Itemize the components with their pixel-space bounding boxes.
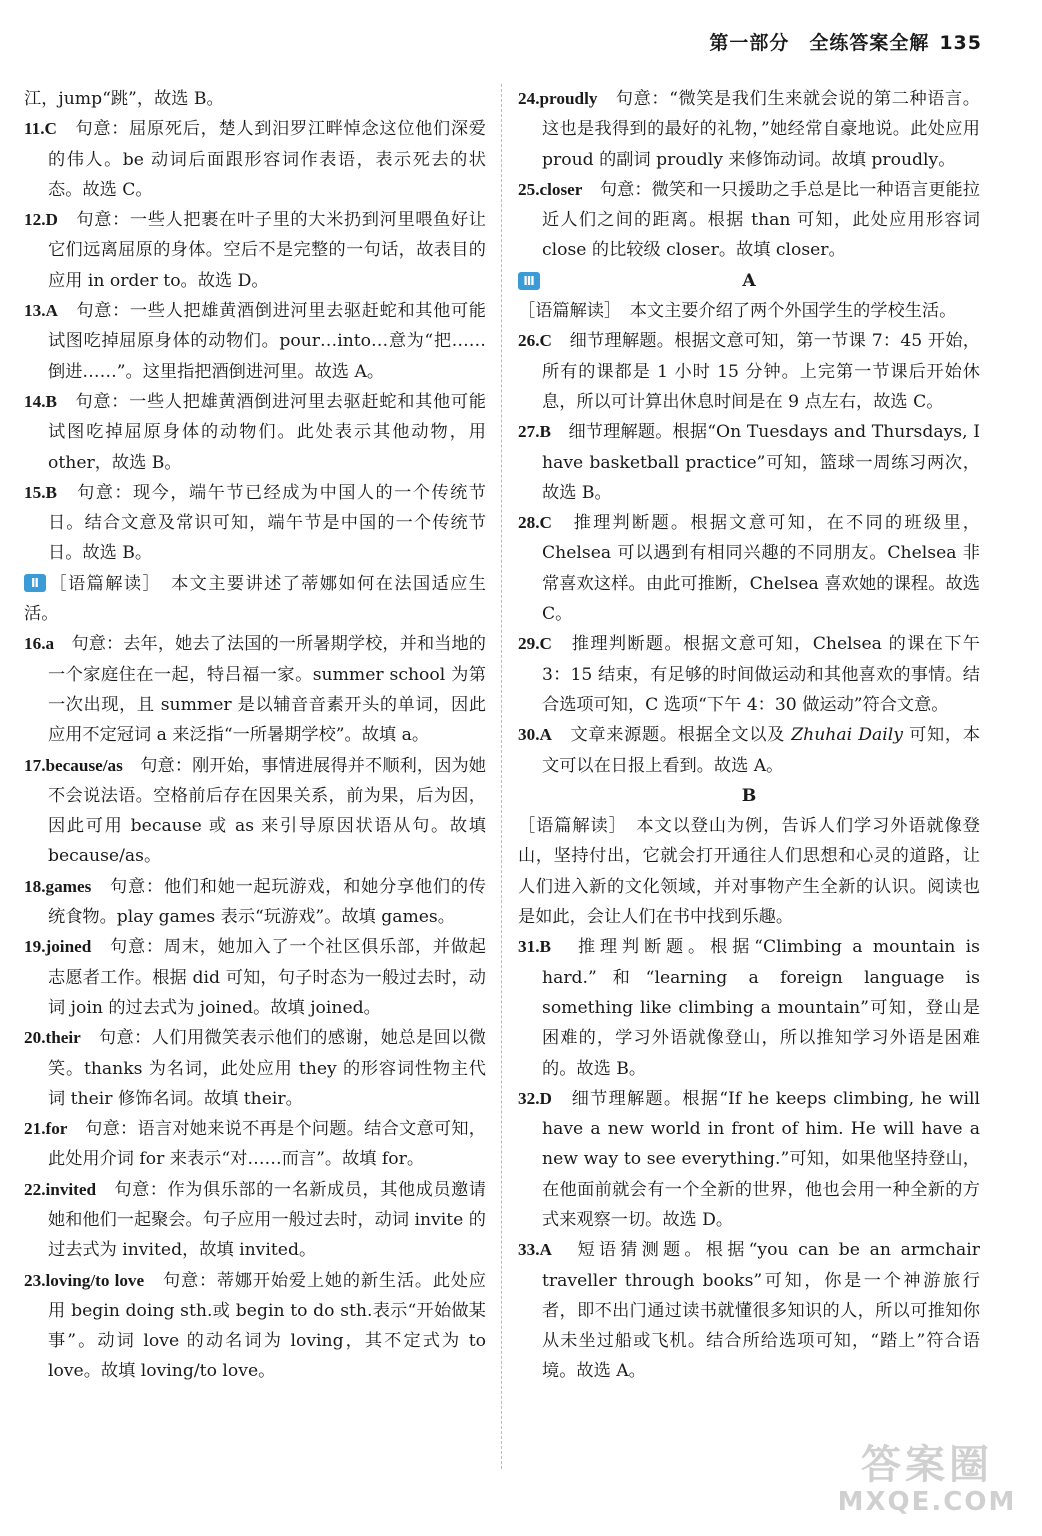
answer-item bbox=[518, 508, 980, 629]
answer-number: 20.their bbox=[24, 1028, 81, 1048]
answer-item bbox=[518, 629, 980, 720]
answer-item bbox=[518, 175, 980, 266]
section-label: ［语篇解读］ bbox=[518, 816, 619, 837]
section-heading: B bbox=[741, 785, 757, 806]
answer-item bbox=[24, 114, 486, 205]
answer-number: 32.D bbox=[518, 1088, 552, 1108]
answer-explanation: 句意：作为俱乐部的一名新成员，其他成员邀请她和他们一起聚会。句子应用一般过去时，动词 invite 的过去式为 invited，故填 invited。 bbox=[48, 1179, 486, 1261]
answer-number: 25.closer bbox=[518, 179, 583, 199]
answer-item bbox=[24, 478, 486, 569]
answer-item bbox=[24, 751, 486, 872]
answer-number: 26.C bbox=[518, 331, 552, 351]
answer-explanation: 细节理解题。根据文意可知，第一节课 7：45 开始，所有的课都是 1 小时 15 分钟。上完第一节课后开始休息，所以可计算出休息时间是在 9 点左右，故选 C。 bbox=[542, 331, 980, 412]
answer-number: 11.C bbox=[24, 119, 57, 139]
right-column bbox=[518, 84, 980, 1387]
answer-explanation: 句意：屈原死后，楚人到汨罗江畔悼念这位他们深爱的伟人。be 动词后面跟形容词作表语，表示死去的状态。故选 C。 bbox=[48, 119, 486, 200]
answer-number: 33.A bbox=[518, 1240, 552, 1260]
answer-number: 15.B bbox=[24, 482, 57, 502]
answer-item bbox=[24, 932, 486, 1023]
answer-item bbox=[518, 84, 980, 175]
newspaper-title: Zhuhai Daily bbox=[791, 725, 904, 746]
section-label: ［语篇解读］ bbox=[518, 301, 613, 322]
section-heading: A bbox=[742, 270, 756, 291]
section-intro bbox=[518, 296, 980, 326]
watermark-logo bbox=[832, 1442, 1022, 1522]
answer-item bbox=[518, 1235, 980, 1386]
section-badge: Ⅱ bbox=[24, 574, 46, 592]
answer-number: 16.a bbox=[24, 634, 55, 654]
answer-explanation: 短语猜测题。根据“you can be an armchair traveller through books”可知，你是一个神游旅行者，即不出门通过读书就懂很多知识的人，所以可推知你从未坐过船或飞机。结合所给选项可知，“踏上”符合语境。故选 A。 bbox=[542, 1240, 980, 1382]
section-label: ［语篇解读］ bbox=[48, 573, 153, 594]
answer-explanation: 句意：微笑和一只援助之手总是比一种语言更能拉近人们之间的距离。根据 than 可知，此处应用形容词 close 的比较级 closer。故填 closer。 bbox=[542, 179, 980, 261]
answer-number: 19.joined bbox=[24, 937, 92, 957]
answer-explanation: 句意：去年，她去了法国的一所暑期学校，并和当地的一个家庭住在一起，特吕福一家。summer school 为第一次出现，且 summer 是以辅音音素开头的单词，因此应用不定冠词 a 来泛指“一所暑期学校”。故填 a。 bbox=[48, 634, 486, 746]
answer-explanation: 句意：周末，她加入了一个社区俱乐部，并做起志愿者工作。根据 did 可知，句子时态为一般过去时，动词 join 的过去式为 joined。故填 joined。 bbox=[48, 937, 486, 1018]
page-header bbox=[709, 28, 982, 55]
answer-explanation-end: 可知，本文可以在日报上看到。故选 A。 bbox=[542, 725, 981, 776]
section-intro bbox=[24, 569, 486, 630]
answer-explanation: 句意：现今，端午节已经成为中国人的一个传统节日。结合文意及常识可知，端午节是中国的一个传统节日。故选 B。 bbox=[48, 482, 486, 564]
answer-explanation: 句意：“微笑是我们生来就会说的第二种语言。这也是我得到的最好的礼物，”她经常自豪地说。此处应用 proud 的副词 proudly 来修饰动词。故填 proudly。 bbox=[542, 89, 980, 170]
answer-explanation: 细节理解题。根据“On Tuesdays and Thursdays, I have basketball practice”可知，篮球一周练习两次，故选 B。 bbox=[542, 422, 980, 503]
header-title: 第一部分 全练答案全解 bbox=[709, 32, 930, 54]
watermark-url: MXQE.COM bbox=[837, 1487, 1017, 1517]
answer-item bbox=[24, 872, 486, 933]
answer-item bbox=[518, 932, 980, 1083]
answer-item bbox=[518, 417, 980, 508]
section-heading-row bbox=[518, 266, 980, 296]
watermark-text: 答案圈 bbox=[861, 1442, 993, 1488]
section-summary: 本文以登山为例，告诉人们学习外语就像登山，坚持付出，它就会打开通往人们思想和心灵的道路，让人们进入新的文化领域，并对事物产生全新的认识。阅读也是如此，会让人们在书中找到乐趣。 bbox=[518, 816, 980, 928]
answer-explanation: 句意：一些人把雄黄酒倒进河里去驱赶蛇和其他可能试图吃掉屈原身体的动物们。pour…into…意为“把……倒进……”。这里指把酒倒进河里。故选 A。 bbox=[48, 301, 486, 382]
answer-explanation: 句意：蒂娜开始爱上她的新生活。此处应用 begin doing sth.或 begin to do sth.表示“开始做某事”。动词 love 的动名词为 loving，其不定式为 to love。故填 loving/to love。 bbox=[48, 1270, 486, 1382]
answer-explanation: 推理判断题。根据“Climbing a mountain is hard.”和“learning a foreign language is something like climbing a mountain”可知，登山是困难的，学习外语就像登山，所以推知学习外语是困难的。故选 B。 bbox=[542, 937, 980, 1079]
answer-number: 29.C bbox=[518, 634, 552, 654]
section-intro bbox=[518, 811, 980, 932]
section-badge: Ⅲ bbox=[518, 272, 540, 290]
section-summary: 本文主要讲述了蒂娜如何在法国适应生活。 bbox=[24, 573, 486, 625]
answer-number: 23.loving/to love bbox=[24, 1270, 145, 1290]
answer-number: 21.for bbox=[24, 1119, 68, 1139]
answer-number: 18.games bbox=[24, 876, 92, 896]
answer-number: 28.C bbox=[518, 513, 552, 533]
answer-item bbox=[518, 720, 980, 781]
left-column bbox=[24, 84, 486, 1387]
answer-number: 14.B bbox=[24, 391, 57, 411]
column-divider bbox=[501, 84, 502, 1469]
answer-number: 13.A bbox=[24, 301, 58, 321]
answer-item bbox=[24, 205, 486, 296]
answer-number: 30.A bbox=[518, 725, 552, 745]
answer-explanation: 句意：一些人把裹在叶子里的大米扔到河里喂鱼好让它们远离屈原的身体。空后不是完整的一句话，故表目的应用 in order to。故选 D。 bbox=[48, 210, 486, 291]
answer-explanation: 句意：他们和她一起玩游戏，和她分享他们的传统食物。play games 表示“玩游戏”。故填 games。 bbox=[48, 876, 486, 928]
answer-item bbox=[24, 1023, 486, 1114]
section-summary: 本文主要介绍了两个外国学生的学校生活。 bbox=[612, 301, 957, 322]
answer-explanation: 文章来源题。根据全文以及 bbox=[551, 725, 792, 746]
answer-explanation: 句意：一些人把雄黄酒倒进河里去驱赶蛇和其他可能试图吃掉屈原身体的动物们。此处表示其他动物，用 other，故选 B。 bbox=[48, 391, 486, 473]
answer-explanation: 细节理解题。根据“If he keeps climbing, he will have a new world in front of him. He will have a new way to see everything.”可知，如果他坚持登山，在他面前就会有一个全新的世界，他也会用一种全新的方式来观察一切。故选 D。 bbox=[542, 1088, 980, 1230]
answer-item bbox=[518, 326, 980, 417]
answer-item bbox=[24, 629, 486, 750]
answer-number: 24.proudly bbox=[518, 89, 598, 108]
answer-number: 31.B bbox=[518, 937, 551, 957]
answer-explanation: 推理判断题。根据文意可知，在不同的班级里，Chelsea 可以遇到有相同兴趣的不同朋友。Chelsea 非常喜欢这样。由此可推断，Chelsea 喜欢她的课程。故选 C。 bbox=[542, 513, 980, 625]
answer-number: 22.invited bbox=[24, 1179, 97, 1199]
answer-number: 12.D bbox=[24, 210, 58, 230]
answer-explanation: 句意：语言对她来说不再是个问题。结合文意可知，此处用介词 for 来表示“对……而言”。故填 for。 bbox=[48, 1119, 486, 1170]
answer-explanation: 句意：刚开始，事情进展得并不顺利，因为她不会说法语。空格前后存在因果关系，前为果，后为因，因此可用 because 或 as 来引导原因状语从句。故填 because/as。 bbox=[48, 755, 486, 867]
answer-explanation: 推理判断题。根据文意可知，Chelsea 的课在下午 3：15 结束，有足够的时间做运动和其他喜欢的事情。结合选项可知，C 选项“下午 4：30 做运动”符合文意。 bbox=[542, 634, 980, 715]
answer-item bbox=[24, 1266, 486, 1387]
answer-number: 17.because/as bbox=[24, 755, 123, 775]
page-number: 135 bbox=[939, 32, 982, 54]
continued-text: 江，jump“跳”，故选 B。 bbox=[24, 89, 224, 109]
answer-item bbox=[24, 296, 486, 387]
answer-explanation: 句意：人们用微笑表示他们的感谢，她总是回以微笑。thanks 为名词，此处应用 they 的形容词性物主代词 their 修饰名词。故填 their。 bbox=[48, 1028, 486, 1109]
answer-number: 27.B bbox=[518, 422, 551, 442]
answer-item bbox=[24, 387, 486, 478]
answer-item bbox=[24, 1175, 486, 1266]
answer-item bbox=[24, 1114, 486, 1175]
answer-item bbox=[518, 1084, 980, 1235]
